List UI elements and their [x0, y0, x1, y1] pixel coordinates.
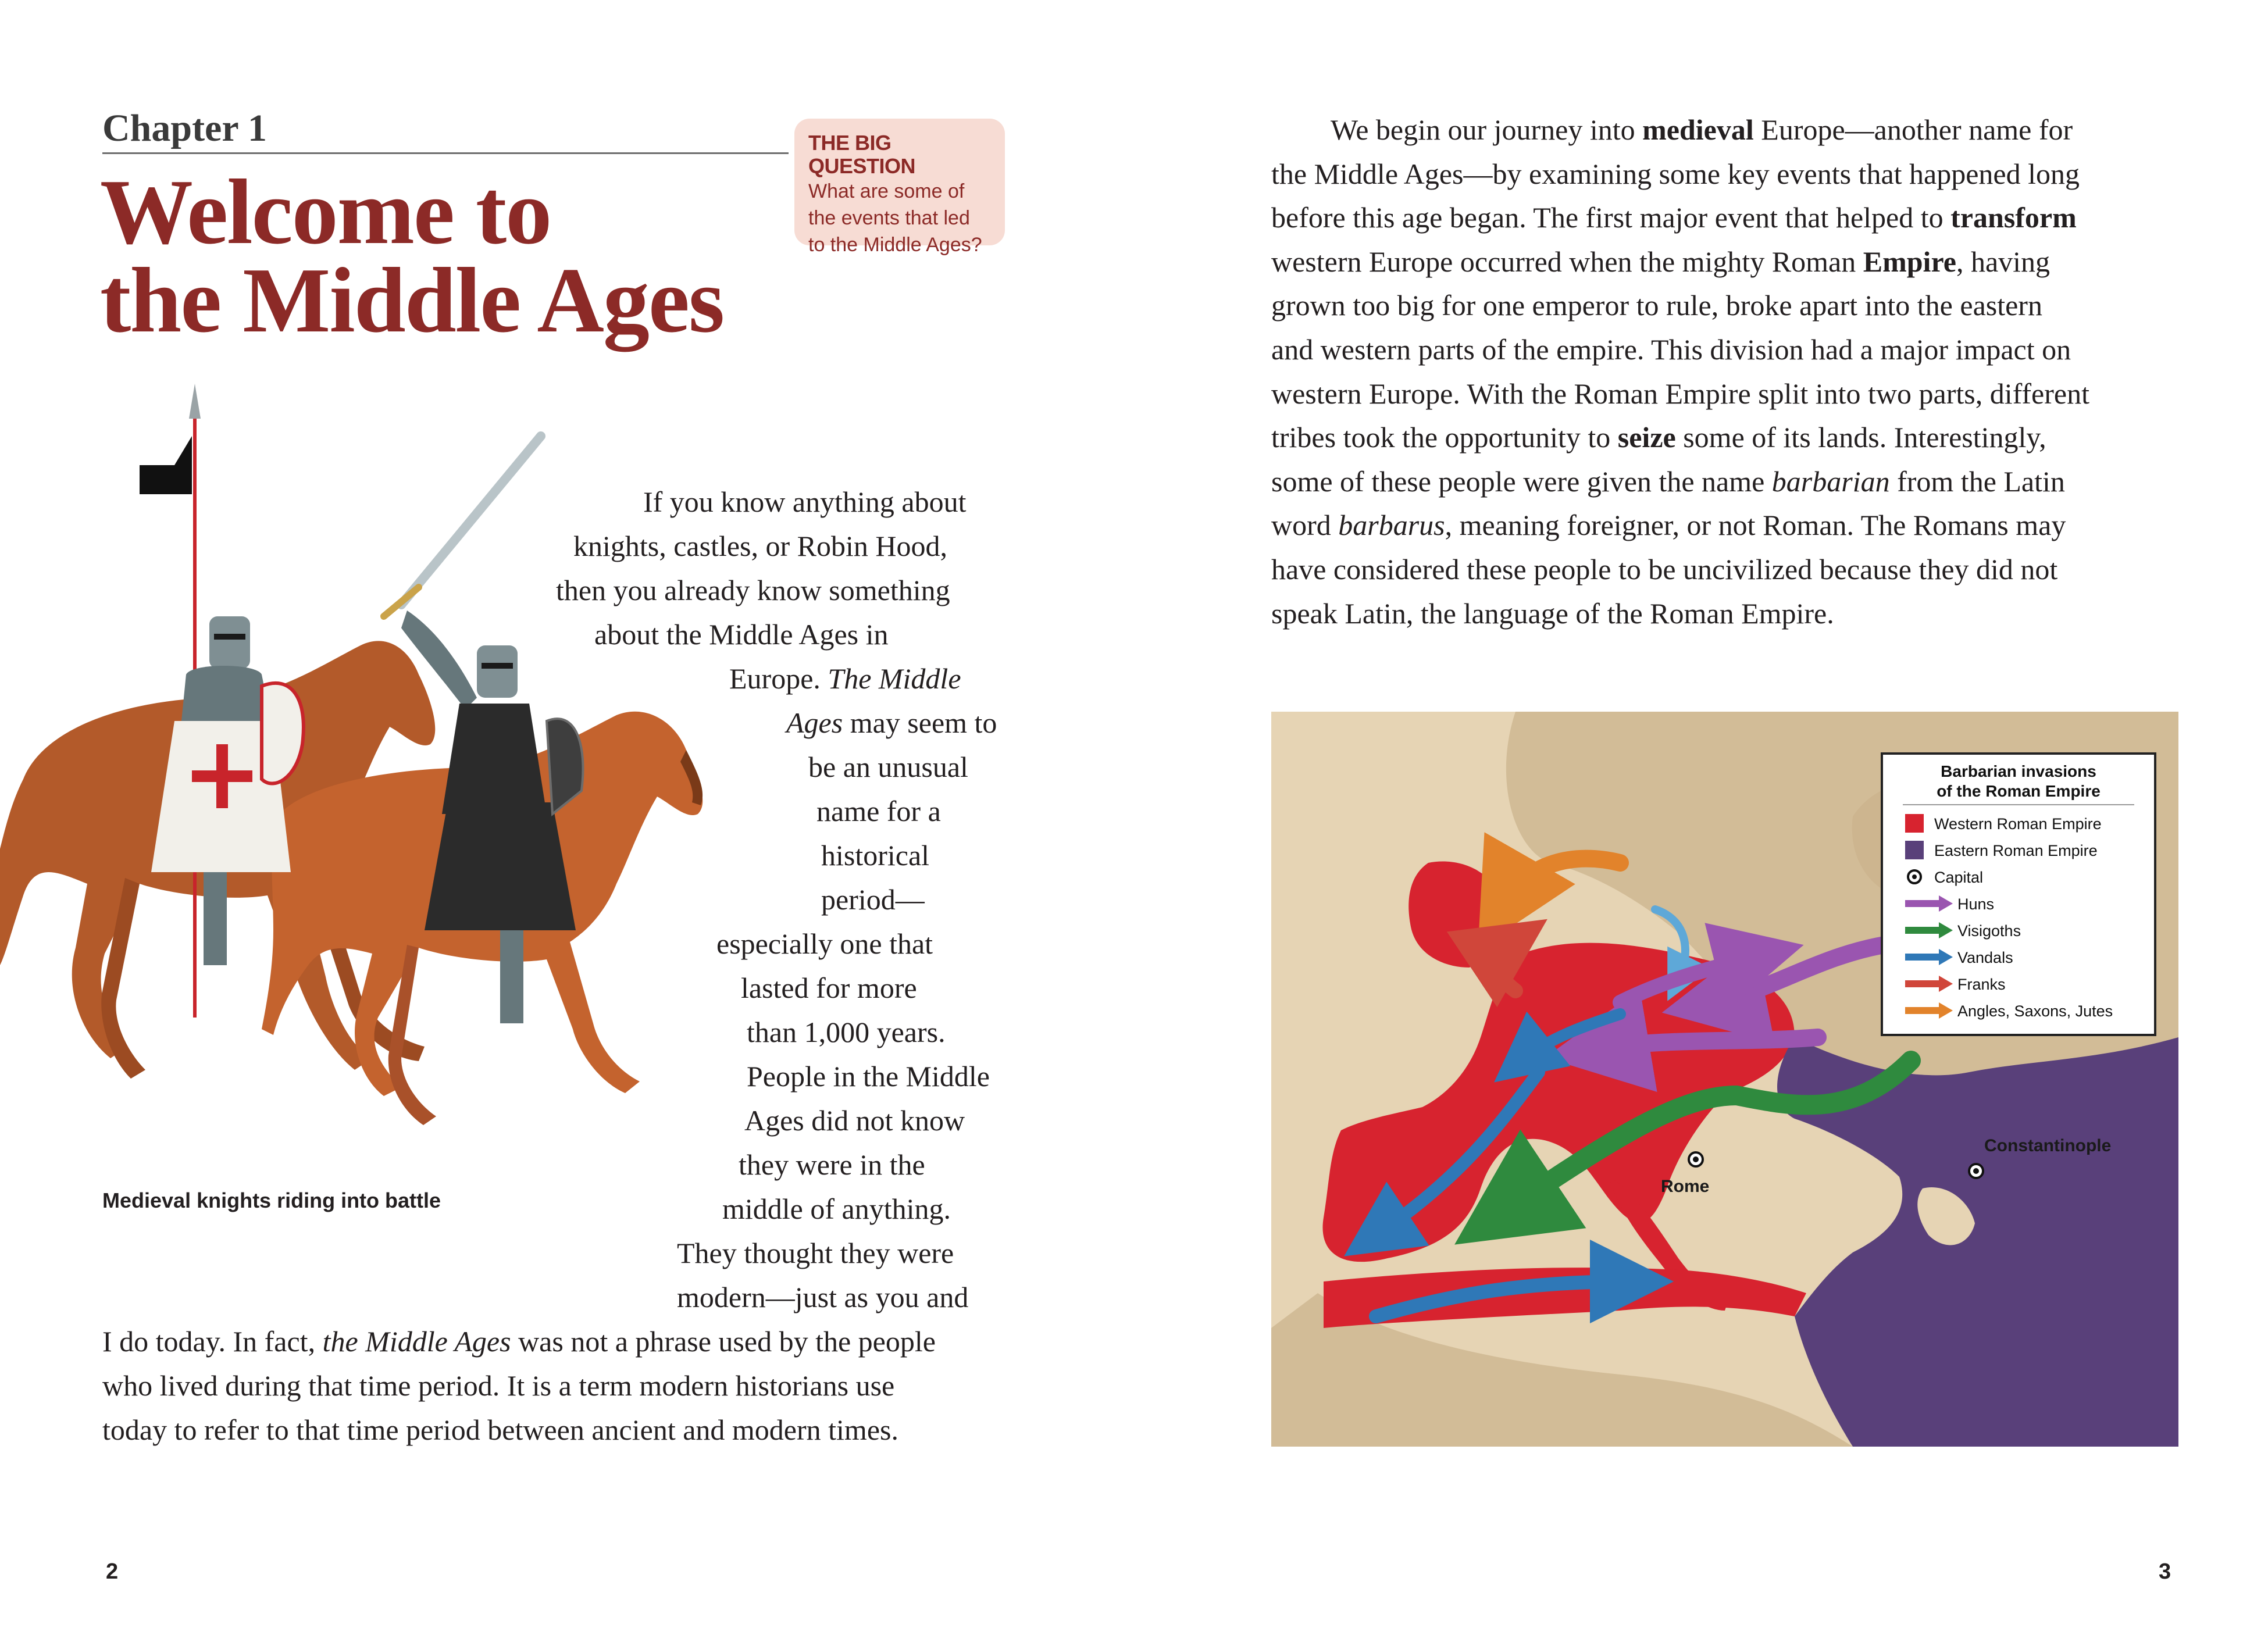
body-line: They thought they were: [677, 1237, 954, 1269]
body-text: I do today. In fact,: [102, 1325, 323, 1358]
body-text: western Europe occurred when the mighty Roman: [1271, 245, 1863, 278]
body-italic: Ages: [786, 706, 843, 739]
body-line: name for a: [816, 795, 941, 827]
body-text: was not a phrase used by the people: [511, 1325, 936, 1358]
arrow-huns-gaul: [1597, 1037, 1818, 1049]
body-text: before this age began. The first major event that helped to: [1271, 201, 1951, 234]
rome-label: Rome: [1661, 1177, 1710, 1196]
big-question-title: THE BIG QUESTION: [808, 131, 916, 178]
body-text: tribes took the opportunity to: [1271, 421, 1618, 454]
body-line: period—: [821, 883, 925, 916]
chapter-label: Chapter 1: [102, 107, 267, 149]
legend-swatch: [1905, 814, 1924, 833]
legend-label: Angles, Saxons, Jutes: [1957, 1002, 2113, 1020]
body-line: today to refer to that time period between ancient and modern times.: [102, 1413, 898, 1446]
body-text: We begin our journey into: [1331, 113, 1643, 146]
legend-label: Western Roman Empire: [1934, 815, 2102, 833]
body-line: grown too big for one emperor to rule, broke apart into the eastern: [1271, 289, 2042, 322]
knights-illustration: [0, 372, 721, 1186]
legend-title-line-1: Barbarian invasions: [1941, 762, 2096, 780]
legend-label: Capital: [1934, 869, 1984, 886]
body-line: [1271, 416, 2178, 460]
legend-label: Vandals: [1957, 949, 2013, 966]
map-legend: [1882, 754, 2155, 1035]
body-line: speak Latin, the language of the Roman Empire.: [1271, 597, 1834, 630]
big-question-line: to the Middle Ages?: [808, 234, 982, 256]
legend-capital-icon: [1908, 870, 1921, 883]
body-line: and western parts of the empire. This division had a major impact on: [1271, 333, 2071, 366]
body-text: word: [1271, 509, 1339, 542]
body-line: [1271, 240, 2178, 284]
body-line: then you already know something: [556, 574, 950, 606]
body-line: [102, 1319, 936, 1363]
vocab-term: seize: [1617, 421, 1676, 454]
chapter-divider: [102, 152, 789, 154]
body-line: knights, castles, or Robin Hood,: [573, 530, 948, 562]
big-question-box: [794, 119, 1005, 256]
body-line: lasted for more: [741, 972, 917, 1004]
body-text: may seem to: [843, 706, 997, 739]
page-number-left: 2: [106, 1559, 119, 1584]
legend-item: [1905, 814, 2102, 833]
vocab-term: Empire: [1863, 245, 1956, 278]
body-line: the Middle Ages—by examining some key events that happened long: [1271, 157, 2080, 190]
body-text: some of these people were given the name: [1271, 465, 1772, 498]
chapter-title-line-2: the Middle Ages: [100, 248, 724, 352]
body-line: middle of anything.: [722, 1193, 951, 1225]
invasions-map: [1271, 712, 2178, 1447]
body-line: Ages did not know: [744, 1104, 965, 1137]
legend-label: Franks: [1957, 976, 2006, 993]
body-line: modern—just as you and: [677, 1281, 969, 1313]
legend-label: Eastern Roman Empire: [1934, 842, 2098, 859]
body-text: , having: [1956, 245, 2051, 278]
chapter-title-line-1: Welcome to: [100, 160, 551, 263]
body-line: [786, 701, 997, 745]
body-line: [729, 656, 961, 701]
legend-item: [1905, 841, 2098, 859]
body-italic: barbarian: [1771, 465, 1890, 498]
constantinople-capital-dot: [1973, 1168, 1979, 1174]
body-line: be an unusual: [808, 751, 968, 783]
body-text: , meaning foreigner, or not Roman. The Romans may: [1445, 509, 2066, 542]
legend-swatch: [1905, 841, 1924, 859]
body-italic: the Middle Ages: [322, 1325, 511, 1358]
constantinople-label: Constantinople: [1984, 1136, 2112, 1155]
body-line: who lived during that time period. It is a term modern historians use: [102, 1369, 895, 1402]
body-line: [1271, 504, 2178, 548]
body-text: from the Latin: [1889, 465, 2065, 498]
body-line: than 1,000 years.: [747, 1016, 946, 1048]
body-line: especially one that: [716, 927, 933, 960]
legend-label: Huns: [1957, 895, 1995, 913]
body-text: some of its lands. Interestingly,: [1675, 421, 2046, 454]
page-number-right: 3: [2159, 1559, 2171, 1584]
illustration-caption: Medieval knights riding into battle: [102, 1188, 441, 1212]
big-question-line: the events that led: [808, 207, 970, 229]
body-line: [1271, 460, 2178, 504]
right-paragraph: [1271, 108, 2178, 636]
body-line: historical: [821, 839, 930, 872]
body-line: [1271, 108, 2178, 152]
body-italic: barbarus: [1338, 509, 1445, 542]
body-text: Europe.: [729, 662, 828, 695]
body-line: about the Middle Ages in: [594, 618, 889, 651]
body-line: they were in the: [739, 1148, 925, 1181]
body-line: western Europe. With the Roman Empire split into two parts, different: [1271, 377, 2089, 410]
body-line: People in the Middle: [747, 1060, 990, 1093]
body-line: [1271, 196, 2178, 240]
vocab-term: transform: [1950, 201, 2077, 234]
body-italic: The Middle: [828, 662, 961, 695]
big-question-line: What are some of: [808, 180, 965, 202]
body-line: have considered these people to be uncivilized because they did not: [1271, 552, 2058, 586]
vocab-term: medieval: [1642, 113, 1754, 146]
legend-title-line-2: of the Roman Empire: [1937, 782, 2101, 800]
rome-capital-dot: [1693, 1156, 1699, 1162]
body-text: Europe—another name for: [1753, 113, 2073, 146]
body-line: If you know anything about: [643, 485, 967, 518]
legend-label: Visigoths: [1957, 922, 2021, 940]
chapter-title: [100, 160, 798, 352]
